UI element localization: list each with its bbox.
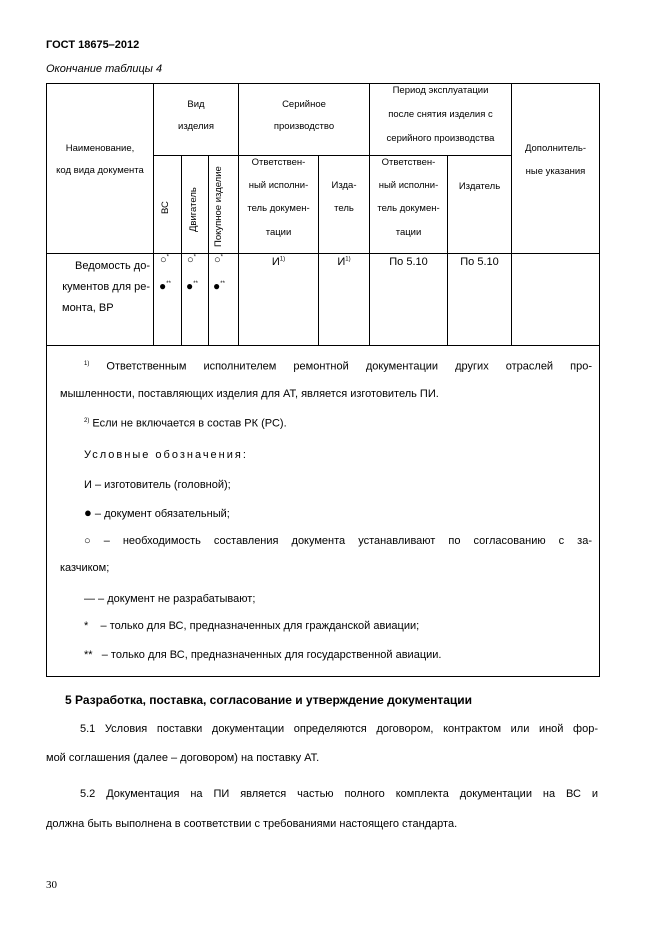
legend-filled: ● – документ обязательный; (84, 505, 230, 520)
legend-2star: ** – только для ВС, предназначенных для государственной авиации. (84, 649, 442, 661)
period-pub: Издатель (458, 181, 501, 192)
serial-pub-1: Изда- (331, 180, 357, 191)
col-vid-vs: ВС (160, 201, 171, 214)
serial-pub-value: $И^{1)}$ (337, 256, 351, 268)
p52-line1: 5.2 Документация на ПИ является частью полного комплекта документации на ВС и (80, 788, 598, 800)
serial-resp-1: Ответствен- (251, 157, 306, 168)
col-serial-line1: Серийное (282, 99, 326, 110)
col-vid-line1: Вид (187, 99, 205, 110)
section-title: 5 Разработка, поставка, согласование и утверждение документации (65, 693, 473, 707)
row-name (62, 256, 150, 319)
serial-resp-4: тации (265, 227, 292, 238)
period-resp-4: тации (395, 227, 422, 238)
serial-resp-2: ный исполни- (248, 180, 309, 191)
legend-open-line1: ○ – необходимость составления документа устанавливают по согласованию с за- (84, 535, 592, 547)
legend-open-line2: казчиком; (60, 562, 110, 574)
col-name-line2: код вида документа (56, 165, 144, 176)
purchased-open: ○* (214, 254, 223, 266)
col-period-line3: серийного производства (386, 133, 495, 144)
col-extra-line1: Дополнитель- (524, 143, 586, 154)
period-resp-value: По 5.10 (389, 256, 428, 268)
col-vid-engine: Двигатель (188, 187, 199, 232)
note-1-line1: $^{1)}$ Ответственным исполнителем ремонтной документации других отраслей про- (84, 360, 592, 373)
p52-line2: должна быть выполнена в соответствии с требованиями настоящего стандарта. (46, 818, 458, 830)
vs-filled: ●** (159, 279, 171, 293)
period-resp-3: тель докумен- (377, 203, 440, 214)
table-caption: Окончание таблицы 4 (46, 63, 163, 75)
p51-line1: 5.1 Условия поставки документации определяются договором, контрактом или иной фор- (80, 723, 598, 735)
legend-dash: — – документ не разрабатывают; (84, 593, 256, 605)
purchased-filled: ●** (213, 279, 225, 293)
serial-resp-3: тель докумен- (247, 203, 310, 214)
legend-i: И – изготовитель (головной); (84, 479, 231, 491)
col-vid-line2: изделия (178, 121, 214, 132)
vs-open: ○* (160, 254, 169, 266)
serial-pub-2: тель (334, 203, 354, 214)
legend-star: * – только для ВС, предназначенных для гражданской авиации; (84, 620, 420, 632)
row-name-line1: Ведомость до- (75, 260, 150, 272)
serial-resp-value: $И^{1)}$ (271, 256, 286, 268)
col-period-line2: после снятия изделия с (388, 109, 493, 120)
note-2: $^{2)}$ Если не включается в состав РК (РС). (84, 417, 287, 430)
legend-title: Условные обозначения: (84, 449, 248, 461)
page-number: 30 (46, 879, 57, 891)
col-extra-line2: ные указания (525, 166, 586, 177)
open-circle-icon: ○ (84, 535, 91, 547)
col-vid-purchased: Покупное изделие (213, 166, 224, 247)
period-resp-2: ный исполни- (378, 180, 439, 191)
engine-open: ○* (187, 254, 196, 266)
row-name-line2: кументов для ре- (62, 281, 150, 293)
filled-circle-icon: ● (84, 505, 92, 520)
note-1-line2: мышленности, поставляющих изделия для АТ, является изготовитель ПИ. (60, 388, 439, 400)
col-period-line1: Период эксплуатации (392, 85, 489, 96)
p51-line2: мой соглашения (далее – договором) на поставку АТ. (46, 752, 320, 764)
col-serial-line2: производство (273, 121, 335, 132)
period-pub-value: По 5.10 (460, 256, 499, 268)
standard-header: ГОСТ 18675–2012 (46, 39, 140, 51)
engine-filled: ●** (186, 279, 198, 293)
period-resp-1: Ответствен- (381, 157, 436, 168)
col-name-line1: Наименование, (65, 143, 135, 154)
row-name-line3: монта, ВР (62, 302, 114, 314)
